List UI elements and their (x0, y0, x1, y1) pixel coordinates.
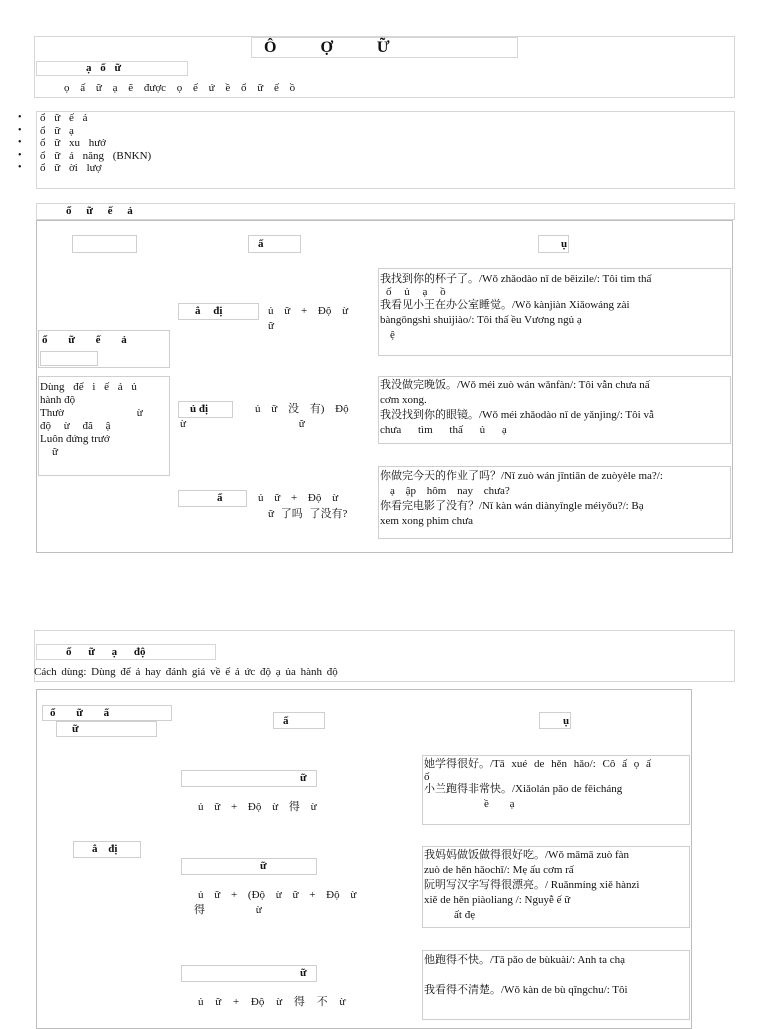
s1-side-header-empty (72, 235, 137, 253)
s1-side-title-sub (40, 351, 98, 366)
s2-col-head: ấ (283, 715, 289, 727)
section1-heading-box (36, 203, 735, 220)
s1-row2-structure2: ừ ữ (180, 418, 305, 430)
page-title: Ô Ợ Ữ (264, 39, 390, 56)
s1-row1-examples: 我找到你的杯子了。/Wǒ zhǎodào nǐ de bēizile/: Tôi tìm thấ ố ủ ạ ồ 我看见小王在办公室睡觉。/Wǒ kànjiàn Xiǎowáng zài bàngōngshì shuìjiào/: Tôi thấ ều Vương ngủ ạ ệ (380, 273, 652, 341)
s1-row2-examples: 我没做完晚饭。/Wǒ méi zuò wán wǎnfàn/: Tôi vẫn chưa nấ cơm xong. 我没找到你的眼镜。/Wǒ méi zhǎodào nǐ de yǎnjìng/: Tôi vẫ chưa tìm thấ ủ ạ (380, 379, 654, 436)
s2-side-head-b: ữ (72, 723, 79, 735)
s1-col-head: ấ (258, 238, 264, 250)
s2-row1-structure: ủ ữ + Độ ừ 得 ừ (198, 801, 317, 813)
s1-row1-structure: ủ ữ + Độ ừ (268, 305, 349, 317)
toc-list (18, 112, 418, 175)
s2-col-head-box (273, 712, 325, 729)
s1-row3-examples: 你做完今天的作业了吗？/Nǐ zuò wán jīntiān de zuòyèle ma?/: ạ ập hôm nay chưa? 你看完电影了没有？/Nǐ kàn wán diànyǐngle méiyǒu?/: Bạ xem xong phim chưa (380, 470, 663, 527)
s2-row2-examples: 我妈妈做饭做得很好吃。/Wǒ māmā zuò fàn zuò de hěn hǎochī/: Mẹ ấu cơm rấ 阮明写汉字写得很漂亮。/ Ruǎnmíng xiě hànzì xiě de hěn piàoliang /: Nguyễ ế ữ ất đẹ (424, 849, 640, 921)
s2-row1-tag: ữ (300, 772, 307, 784)
s2-row3-structure: ủ ữ + Độ ừ 得 不 ừ (198, 996, 346, 1008)
s2-row2-structure2: 得 ừ (194, 904, 262, 916)
s2-row1-tag-box (181, 770, 317, 787)
s2-row2-structure: ủ ữ + (Độ ừ ữ + Độ ừ (198, 889, 357, 901)
toc-item[interactable]: • ổ ữ xu hướ (18, 137, 418, 150)
s1-col-example: ụ (561, 238, 568, 250)
s1-col-head-box (248, 235, 301, 253)
toc-item[interactable]: • ổ ữ ạ (18, 125, 418, 138)
s1-row2-structure: ủ ữ 没 有) Độ (255, 403, 349, 415)
s1-row3-label: ấ (217, 492, 223, 504)
s1-row1-label: ẳ đị (195, 305, 223, 317)
s1-row3-structure2: ữ 了吗 了没有? (268, 508, 348, 520)
s2-row3-examples: 他跑得不快。/Tā pǎo de bùkuài/: Anh ta chạ 我看得不清楚。/Wǒ kàn de bù qīngchu/: Tôi (424, 954, 628, 996)
s2-row2-tag-box (181, 858, 317, 875)
intro-subtitle: ạ ố ữ (86, 62, 122, 74)
s2-row1-examples: 她学得很好。/Tā xué de hěn hǎo/: Cô ấ ọ ấ ố 小兰跑得非常快。/Xiǎolán pǎo de fēicháng ề ạ (424, 758, 651, 810)
intro-line: ọ ấ ữ ạ ẽ được ọ ế ứ ề ổ ữ ế ồ (64, 82, 296, 94)
s1-side-desc: Dùng để i ế ả ủ hành độ Thườ ừ độ ừ đã ậ Luôn đứng trướ ữ (40, 381, 143, 458)
section1-heading: ổ ữ ế ả (66, 205, 133, 217)
toc-item[interactable]: • ổ ữ ả năng (BNKN) (18, 150, 418, 163)
s1-row3-structure: ủ ữ + Độ ừ (258, 492, 339, 504)
s2-group-label: ẳ đị (92, 843, 118, 855)
section2-heading: ổ ữ ạ độ (66, 646, 146, 658)
s1-row2-label: ủ đị (190, 403, 209, 415)
toc-item[interactable]: • ổ ữ ời lượ (18, 162, 418, 175)
s1-row3-label-box (178, 490, 247, 507)
section2-usage: Cách dùng: Dùng để ả hay đánh giá về ế ả ức độ ạ ủa hành độ (34, 666, 338, 678)
s2-col-example: ụ (563, 715, 570, 727)
s1-side-title: ổ ữ ế ả (42, 334, 127, 346)
toc-item[interactable]: • ổ ữ ế ả (18, 112, 418, 125)
s2-side-head-a: ổ ữ ấ (50, 707, 110, 719)
s2-row3-tag: ữ (300, 967, 307, 979)
s2-row2-tag: ữ (260, 860, 267, 872)
s2-row3-tag-box (181, 965, 317, 982)
s1-row1-structure2: ữ (268, 320, 274, 332)
